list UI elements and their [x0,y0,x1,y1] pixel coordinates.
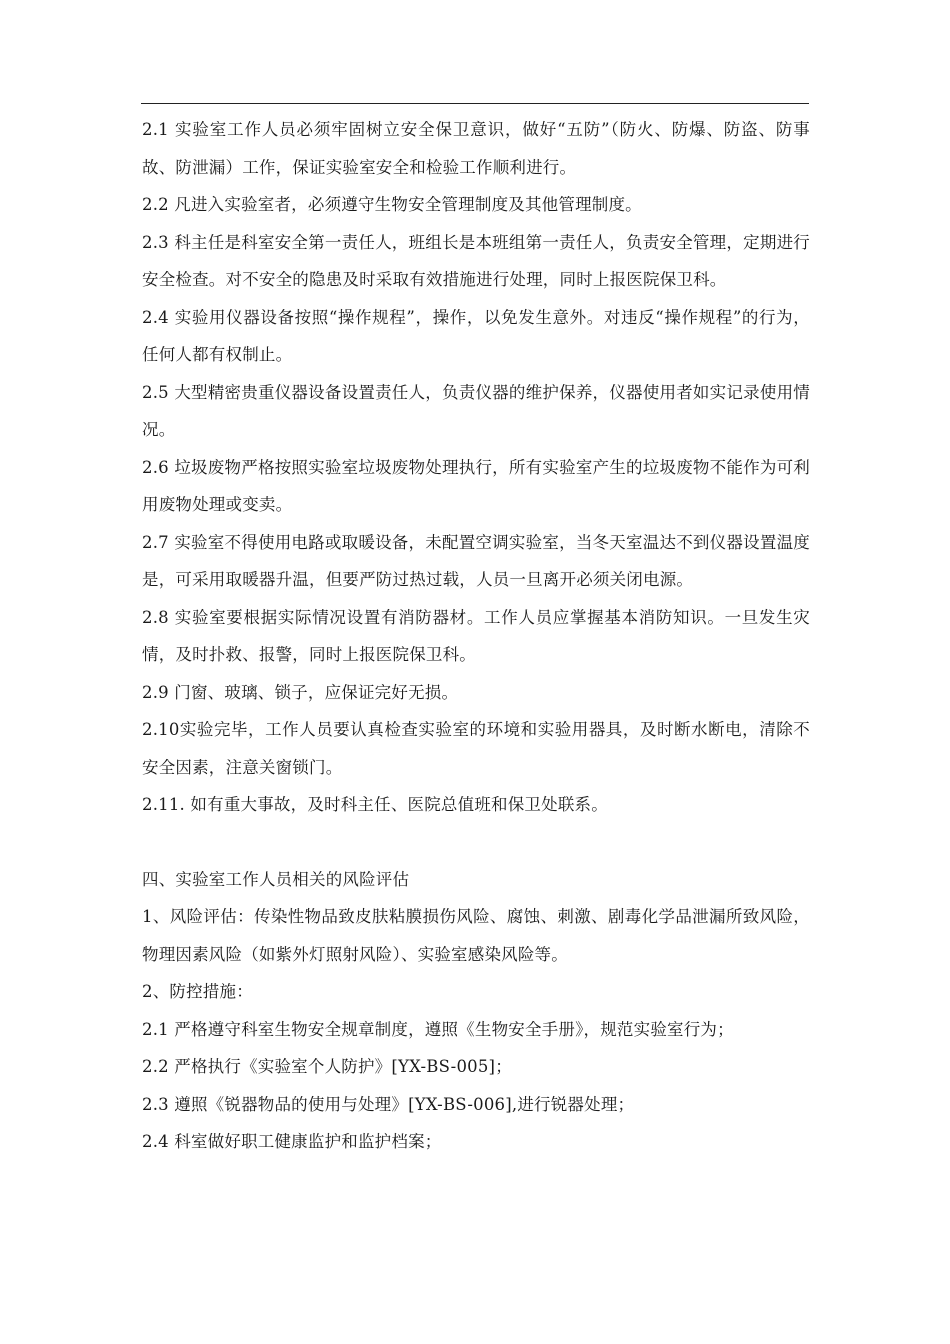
section-gap [142,824,810,861]
paragraph-2-6: 2.6 垃圾废物严格按照实验室垃圾废物处理执行，所有实验室产生的垃圾废物不能作为可利用废物处理或变卖。 [142,457,810,514]
paragraph-2-11: 2.11. 如有重大事故，及时科主任、医院总值班和保卫处联系。 [142,795,608,814]
paragraph-2-4: 2.4 实验用仪器设备按照“操作规程”，操作，以免发生意外。对违反“操作规程”的行为，任何人都有权制止。 [142,307,810,364]
paragraph-2-7: 2.7 实验室不得使用电路或取暖设备，未配置空调实验室，当冬天室温达不到仪器设置温度是，可采用取暖器升温，但要严防过热过载，人员一旦离开必须关闭电源。 [142,532,810,589]
measures-heading: 2、防控措施： [142,982,253,1001]
measure-item: 2.1 严格遵守科室生物安全规章制度，遵照《生物安全手册》，规范实验室行为； [142,1019,734,1039]
paragraph-2-5: 2.5 大型精密贵重仪器设备设置责任人，负责仪器的维护保养，仪器使用者如实记录使用情况。 [142,382,810,439]
header-rule [141,103,809,104]
measure-item: 2.2 严格执行《实验室个人防护》[YX-BS-005]； [142,1057,512,1076]
paragraph-2-1: 2.1 实验室工作人员必须牢固树立安全保卫意识，做好“五防”（防火、防爆、防盗、防事故、防泄漏）工作，保证实验室安全和检验工作顺利进行。 [142,120,810,177]
paragraph-2-2: 2.2 凡进入实验室者，必须遵守生物安全管理制度及其他管理制度。 [142,195,642,214]
paragraph-2-10: 2.10实验完毕，工作人员要认真检查实验室的环境和实验用器具，及时断水断电，清除不安全因素，注意关窗锁门。 [142,720,810,777]
risk-assessment-paragraph: 1、风险评估：传染性物品致皮肤粘膜损伤风险、腐蚀、刺激、剧毒化学品泄漏所致风险，物理因素风险（如紫外灯照射风险）、实验室感染风险等。 [142,907,810,964]
document-body [142,111,810,1161]
measure-item: 2.3 遵照《锐器物品的使用与处理》[YX-BS-006],进行锐器处理； [142,1094,635,1114]
paragraph-2-3: 2.3 科主任是科室安全第一责任人，班组长是本班组第一责任人，负责安全管理，定期进行安全检查。对不安全的隐患及时采取有效措施进行处理，同时上报医院保卫科。 [142,232,810,289]
paragraph-2-8: 2.8 实验室要根据实际情况设置有消防器材。工作人员应掌握基本消防知识。一旦发生灾情，及时扑救、报警，同时上报医院保卫科。 [142,607,810,664]
measure-item: 2.4 科室做好职工健康监护和监护档案； [142,1132,442,1151]
section-heading: 四、实验室工作人员相关的风险评估 [142,869,410,889]
paragraph-2-9: 2.9 门窗、玻璃、锁子，应保证完好无损。 [142,682,459,702]
